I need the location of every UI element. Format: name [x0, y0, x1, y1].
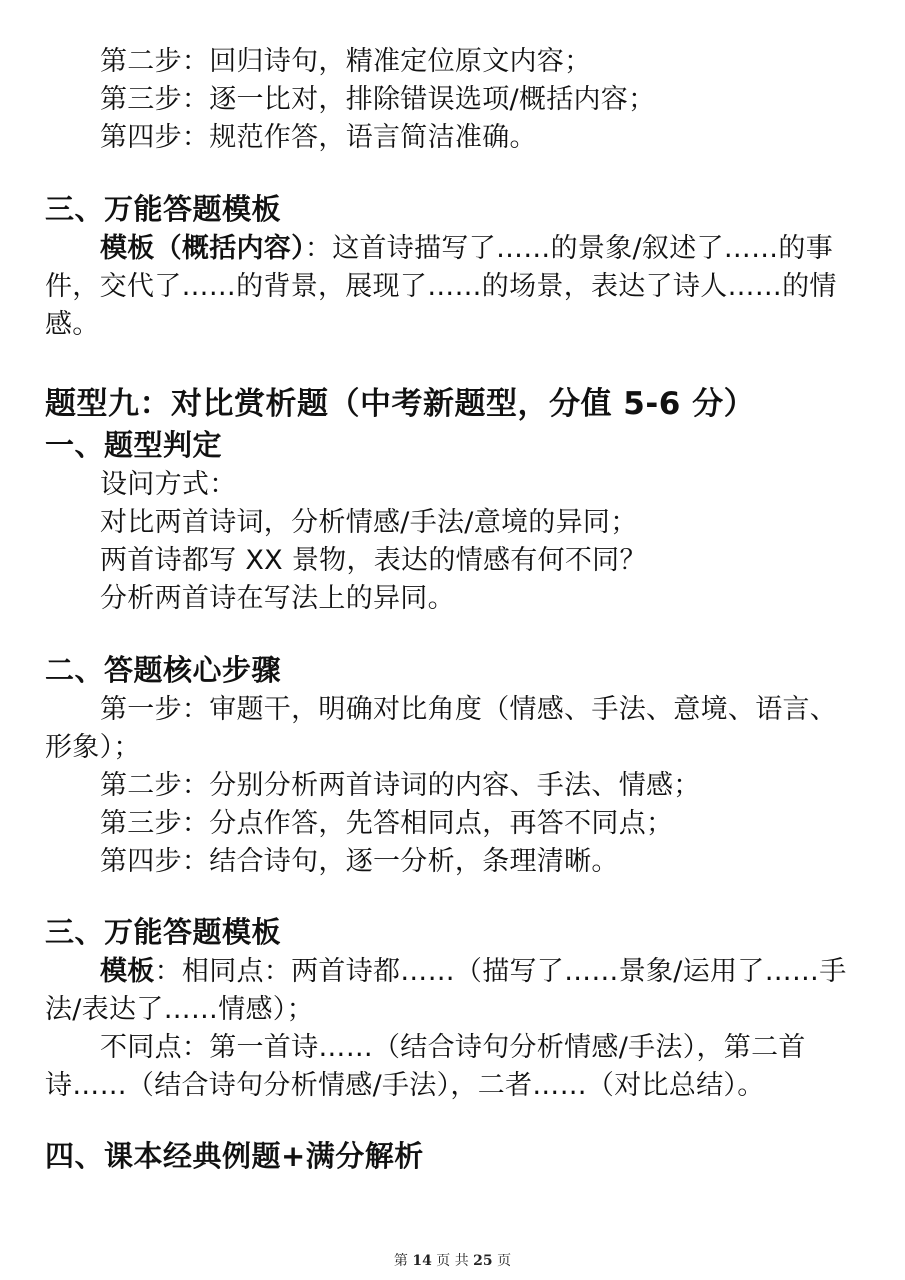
template-line-4: 诗……（结合诗句分析情感/手法），二者……（对比总结）。	[45, 1070, 765, 1101]
template-line-3: 感。	[45, 309, 100, 340]
template-line-1	[100, 954, 847, 990]
step-line: 形象）；	[45, 732, 141, 763]
template-label: 模板（概括内容）	[100, 233, 305, 264]
step-three-line: 第三步：逐一比对，排除错误选项/概括内容；	[100, 84, 656, 115]
judge-line: 两首诗都写 XX 景物，表达的情感有何不同？	[100, 545, 647, 576]
template-text: ：这首诗描写了……的景象/叙述了……的事	[304, 233, 834, 264]
step-line: 第二步：分别分析两首诗词的内容、手法、情感；	[100, 770, 701, 801]
judge-line: 分析两首诗在写法上的异同。	[100, 583, 455, 614]
template-line-2: 法/表达了……情感）；	[45, 994, 314, 1025]
template-line-2: 件，交代了……的背景，展现了……的场景，表达了诗人……的情	[45, 271, 837, 302]
judge-line: 设问方式：	[100, 469, 237, 500]
judge-heading: 一、题型判定	[45, 428, 223, 462]
footer-total-pages: 25	[473, 1253, 493, 1269]
step-line: 第三步：分点作答，先答相同点，再答不同点；	[100, 808, 674, 839]
template-label: 模板	[100, 956, 155, 987]
step-line: 第四步：结合诗句，逐一分析，条理清晰。	[100, 846, 619, 877]
footer-page-number: 14	[412, 1253, 432, 1269]
step-two-line: 第二步：回归诗句，精准定位原文内容；	[100, 46, 592, 77]
footer-prefix: 第	[393, 1253, 408, 1269]
footer-suffix: 页	[497, 1253, 512, 1269]
question-type-title: 题型九：对比赏析题（中考新题型，分值 5-6 分）	[45, 386, 756, 422]
steps-heading: 二、答题核心步骤	[45, 653, 282, 687]
page-footer	[0, 1250, 905, 1270]
template-line-1	[100, 231, 833, 267]
step-line: 第一步：审题干，明确对比角度（情感、手法、意境、语言、	[100, 694, 838, 725]
footer-mid: 页 共	[436, 1253, 469, 1269]
step-four-line: 第四步：规范作答，语言简洁准确。	[100, 122, 537, 153]
examples-heading: 四、课本经典例题+满分解析	[45, 1139, 424, 1173]
template-line-3: 不同点：第一首诗……（结合诗句分析情感/手法），第二首	[100, 1032, 806, 1063]
template-text: ：相同点：两首诗都……（描写了……景象/运用了……手	[154, 956, 847, 987]
judge-line: 对比两首诗词，分析情感/手法/意境的异同；	[100, 507, 638, 538]
template-heading: 三、万能答题模板	[45, 915, 282, 949]
template-heading: 三、万能答题模板	[45, 192, 282, 226]
